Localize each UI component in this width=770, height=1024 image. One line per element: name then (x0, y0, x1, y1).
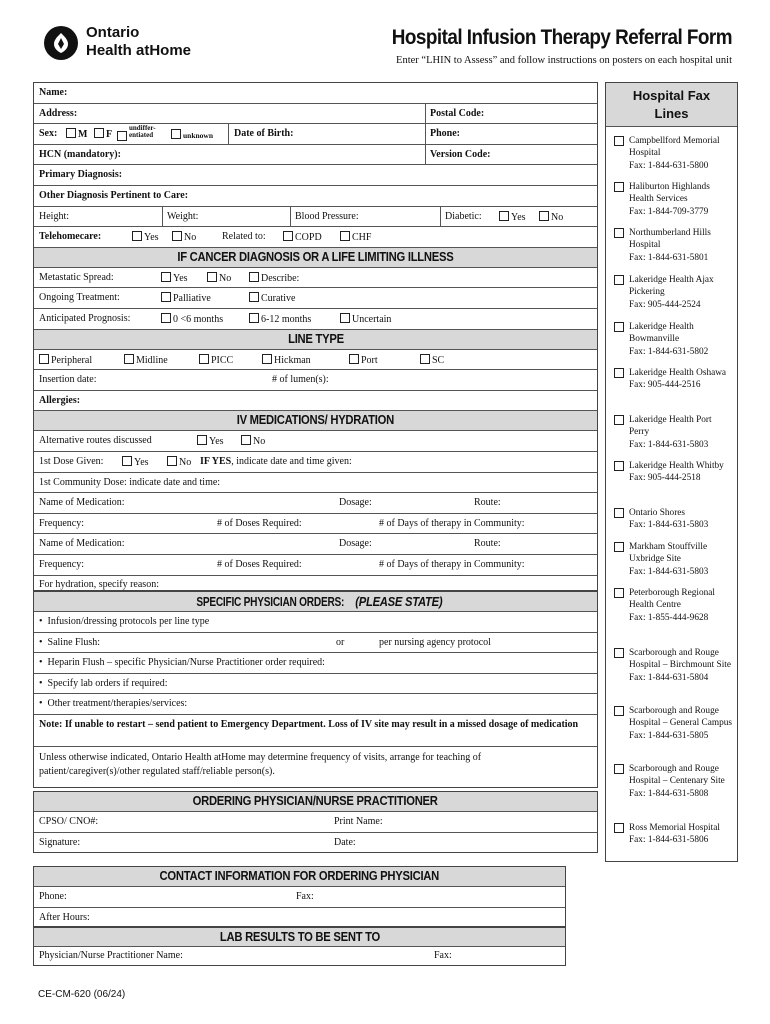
metastatic-label: Metastatic Spread: (39, 271, 114, 283)
lab-physician-name-field[interactable]: Physician/Nurse Practitioner Name: (39, 950, 183, 961)
cpso-field[interactable]: CPSO/ CNO#: (39, 816, 99, 827)
medication-2-name-field[interactable]: Name of Medication: (39, 538, 125, 550)
print-name-field[interactable]: Print Name: (334, 816, 383, 827)
order-3-row (34, 653, 597, 674)
midline-checkbox[interactable]: Midline (124, 354, 168, 366)
sex-undifferentiated-checkbox[interactable]: undiffer- entiated (117, 125, 156, 141)
metastatic-row (34, 268, 597, 289)
frequency-disclaimer: Unless otherwise indicated, Ontario Health atHome may determine frequency of visits, arrange for teaching of patient/caregiver(s)/other regulated staff/reliable person(s). (39, 752, 482, 777)
copd-checkbox[interactable]: COPD (283, 231, 322, 243)
cancer-section-header: IF CANCER DIAGNOSIS OR A LIFE LIMITING ILLNESS (34, 248, 597, 268)
telehomecare-yes-checkbox[interactable]: Yes (132, 231, 159, 243)
contact-phone-row (34, 887, 565, 908)
fax-option-markham-uxbridge[interactable]: Markham Stouffville Uxbridge Site Fax: 1-844-631-5803 (614, 541, 734, 578)
alt-routes-label: Alternative routes discussed (39, 435, 152, 447)
insertion-date-field[interactable]: Insertion date: (39, 374, 97, 386)
telehomecare-label: Telehomecare: (39, 231, 102, 243)
contact-phone-field[interactable]: Phone: (39, 891, 67, 902)
saline-or-label: or (336, 636, 345, 648)
address-field[interactable]: Address: (39, 107, 78, 119)
prognosis-6-12-checkbox[interactable]: 6-12 months (249, 313, 311, 325)
frequency-2-row (34, 555, 597, 576)
order-saline-flush[interactable]: • Saline Flush: (39, 636, 101, 648)
form-title: Hospital Infusion Therapy Referral Form (391, 26, 732, 49)
sex-m-checkbox[interactable]: M (66, 128, 87, 140)
saline-per-agency-label: per nursing agency protocol (379, 636, 491, 648)
first-dose-label: 1st Dose Given: (39, 456, 104, 467)
brand-line-1: Ontario (86, 24, 140, 41)
fax-option-ontario-shores[interactable]: Ontario Shores Fax: 1-844-631-5803 (614, 507, 734, 532)
brand-name (86, 24, 191, 60)
fax-option-ross-memorial[interactable]: Ross Memorial Hospital Fax: 1-844-631-5806 (614, 822, 734, 847)
diabetic-yes-checkbox[interactable]: Yes (499, 211, 526, 223)
first-dose-no-checkbox[interactable]: No (167, 456, 191, 468)
frequency-1-field[interactable]: Frequency: (39, 517, 84, 529)
fax-option-campbellford[interactable]: Campbellford Memorial Hospital Fax: 1-844-631-5800 (614, 135, 734, 172)
frequency-2-field[interactable]: Frequency: (39, 559, 84, 570)
alt-routes-yes-checkbox[interactable]: Yes (197, 435, 224, 447)
days-therapy-1-field[interactable]: # of Days of therapy in Community: (379, 517, 525, 529)
diabetic-no-checkbox[interactable]: No (539, 211, 563, 223)
ordering-physician-section (33, 791, 598, 853)
form-subtitle: Enter “LHIN to Assess” and follow instructions on posters on each hospital unit (396, 55, 732, 66)
telehomecare-no-checkbox[interactable]: No (172, 231, 196, 243)
fax-option-scarborough-general[interactable]: Scarborough and Rouge Hospital – General Campus Fax: 1-844-631-5805 (614, 705, 734, 742)
fax-option-scarborough-birchmount[interactable]: Scarborough and Rouge Hospital – Birchmount Site Fax: 1-844-631-5804 (614, 647, 734, 684)
primary-diagnosis-field[interactable]: Primary Diagnosis: (39, 169, 123, 181)
order-heparin-flush[interactable]: • Heparin Flush – specific Physician/Nurse Practitioner order required: (39, 657, 325, 669)
weight-field[interactable]: Weight: (167, 210, 199, 222)
curative-checkbox[interactable]: Curative (249, 292, 295, 304)
fax-option-lakeridge-port-perry[interactable]: Lakeridge Health Port Perry Fax: 1-844-631-5803 (614, 414, 734, 451)
sex-row (34, 124, 597, 145)
hcn-field[interactable]: HCN (mandatory): (39, 148, 121, 160)
version-code-field[interactable]: Version Code: (430, 148, 491, 160)
physician-orders-section (33, 591, 598, 788)
note-row (34, 715, 597, 747)
fax-option-peterborough[interactable]: Peterborough Regional Health Centre Fax: 1-855-444-9628 (614, 587, 734, 624)
other-dx-row (34, 186, 597, 207)
prognosis-uncertain-checkbox[interactable]: Uncertain (340, 313, 391, 325)
cpso-row (34, 812, 597, 833)
port-checkbox[interactable]: Port (349, 354, 378, 366)
prognosis-row (34, 309, 597, 330)
sex-f-checkbox[interactable]: F (94, 128, 112, 140)
diabetic-label: Diabetic: (445, 210, 482, 222)
community-dose-field[interactable]: 1st Community Dose: indicate date and time: (39, 476, 221, 488)
fax-option-scarborough-centenary[interactable]: Scarborough and Rouge Hospital – Centenary Site Fax: 1-844-631-5808 (614, 763, 734, 800)
brand-line-2: Health atHome (86, 42, 192, 59)
peripheral-checkbox[interactable]: Peripheral (39, 354, 92, 366)
lab-results-header: LAB RESULTS TO BE SENT TO (34, 928, 565, 947)
doses-required-1-field[interactable]: # of Doses Required: (217, 517, 302, 529)
medication-1-route-field[interactable]: Route: (474, 497, 501, 509)
order-2-row (34, 633, 597, 654)
allergies-field[interactable]: Allergies: (39, 394, 81, 406)
first-dose-yes-checkbox[interactable]: Yes (122, 456, 149, 468)
ongoing-row (34, 288, 597, 309)
after-hours-row (34, 908, 565, 929)
sex-unknown-checkbox[interactable]: unknown (171, 129, 213, 140)
allergies-row (34, 391, 597, 412)
medication-1-row (34, 493, 597, 514)
fax-option-lakeridge-whitby[interactable]: Lakeridge Health Whitby Fax: 905-444-2518 (614, 460, 734, 485)
metastatic-no-checkbox[interactable]: No (207, 272, 231, 284)
ongoing-label: Ongoing Treatment: (39, 292, 120, 304)
after-hours-field[interactable]: After Hours: (39, 911, 90, 923)
ontario-trillium-logo-icon (44, 26, 78, 60)
alt-routes-no-checkbox[interactable]: No (241, 435, 265, 447)
community-dose-row (34, 473, 597, 494)
order-5-row (34, 694, 597, 715)
name-row (34, 83, 597, 104)
lab-name-row (34, 947, 565, 966)
order-1-row (34, 612, 597, 633)
contact-header: CONTACT INFORMATION FOR ORDERING PHYSICIAN (34, 867, 565, 887)
order-4-row (34, 674, 597, 695)
first-dose-row (34, 452, 597, 473)
signature-row (34, 833, 597, 854)
address-row (34, 104, 597, 125)
hospital-fax-sidebar (605, 82, 738, 862)
contact-section (33, 866, 566, 927)
sex-label: Sex: (39, 128, 58, 140)
chf-checkbox[interactable]: CHF (340, 231, 371, 243)
doses-required-2-field[interactable]: # of Doses Required: (217, 559, 302, 570)
medication-1-name-field[interactable]: Name of Medication: (39, 497, 125, 509)
picc-checkbox[interactable]: PICC (199, 354, 233, 366)
insertion-row (34, 370, 597, 391)
hcn-row (34, 145, 597, 166)
days-therapy-2-field[interactable]: # of Days of therapy in Community: (379, 559, 525, 570)
fax-option-lakeridge-oshawa[interactable]: Lakeridge Health Oshawa Fax: 905-444-2516 (614, 367, 734, 392)
lumen-field[interactable]: # of lumen(s): (272, 374, 329, 386)
alt-routes-row (34, 431, 597, 452)
restart-note: Note: If unable to restart – send patient to Emergency Department. Loss of IV site may result in a missed dosage of medication (39, 719, 579, 730)
physician-orders-header: SPECIFIC PHYSICIAN ORDERS: (PLEASE STATE) (34, 591, 597, 612)
prognosis-0-6-checkbox[interactable]: 0 <6 months (161, 313, 223, 325)
primary-dx-row (34, 165, 597, 186)
other-diagnosis-field[interactable]: Other Diagnosis Pertinent to Care: (39, 190, 189, 201)
signature-field[interactable]: Signature: (39, 836, 81, 848)
hydration-reason-field[interactable]: For hydration, specify reason: (39, 578, 159, 590)
medication-2-dosage-field[interactable]: Dosage: (339, 538, 372, 550)
unless-row (34, 747, 597, 787)
order-lab-orders[interactable]: • Specify lab orders if required: (39, 677, 168, 689)
related-to-label: Related to: (222, 231, 266, 243)
dob-field[interactable]: Date of Birth: (234, 128, 294, 140)
sidebar-title: Hospital Fax Lines (606, 83, 737, 127)
fax-option-northumberland[interactable]: Northumberland Hills Hospital Fax: 1-844-631-5801 (614, 227, 734, 264)
line-type-header: LINE TYPE (34, 330, 597, 350)
fax-option-haliburton[interactable]: Haliburton Highlands Health Services Fax: 1-844-709-3779 (614, 181, 734, 218)
vitals-row (34, 207, 597, 228)
medication-2-route-field[interactable]: Route: (474, 538, 501, 550)
palliative-checkbox[interactable]: Palliative (161, 292, 211, 304)
fax-option-lakeridge-bowmanville[interactable]: Lakeridge Health Bowmanville Fax: 1-844-631-5802 (614, 321, 734, 358)
ordering-physician-header: ORDERING PHYSICIAN/NURSE PRACTITIONER (34, 792, 597, 812)
name-field[interactable]: Name: (39, 87, 68, 98)
line-type-row (34, 350, 597, 371)
height-field[interactable]: Height: (39, 210, 69, 222)
order-infusion-protocols[interactable]: • Infusion/dressing protocols per line type (39, 616, 210, 627)
lab-results-section (33, 927, 566, 966)
first-dose-instruction[interactable]: IF YES, indicate date and time given: (200, 456, 352, 467)
order-other-treatment[interactable]: • Other treatment/therapies/services: (39, 698, 188, 710)
contact-fax-field[interactable]: Fax: (296, 891, 314, 902)
describe-checkbox[interactable]: Describe: (249, 272, 299, 284)
blood-pressure-field[interactable]: Blood Pressure: (295, 210, 359, 222)
prognosis-label: Anticipated Prognosis: (39, 313, 131, 324)
medication-1-dosage-field[interactable]: Dosage: (339, 497, 372, 509)
form-code: CE-CM-620 (06/24) (38, 989, 126, 1000)
phone-field[interactable]: Phone: (430, 128, 460, 140)
iv-medications-header: IV MEDICATIONS/ HYDRATION (34, 411, 597, 431)
medication-2-row (34, 534, 597, 555)
referral-form (33, 82, 598, 591)
telehomecare-row (34, 227, 597, 248)
fax-option-lakeridge-ajax[interactable]: Lakeridge Health Ajax Pickering Fax: 905-444-2524 (614, 274, 734, 311)
sc-checkbox[interactable]: SC (420, 354, 444, 366)
frequency-1-row (34, 514, 597, 535)
lab-fax-field[interactable]: Fax: (434, 950, 452, 961)
postal-code-field[interactable]: Postal Code: (430, 107, 485, 119)
date-field[interactable]: Date: (334, 836, 356, 848)
hickman-checkbox[interactable]: Hickman (262, 354, 311, 366)
metastatic-yes-checkbox[interactable]: Yes (161, 272, 188, 284)
